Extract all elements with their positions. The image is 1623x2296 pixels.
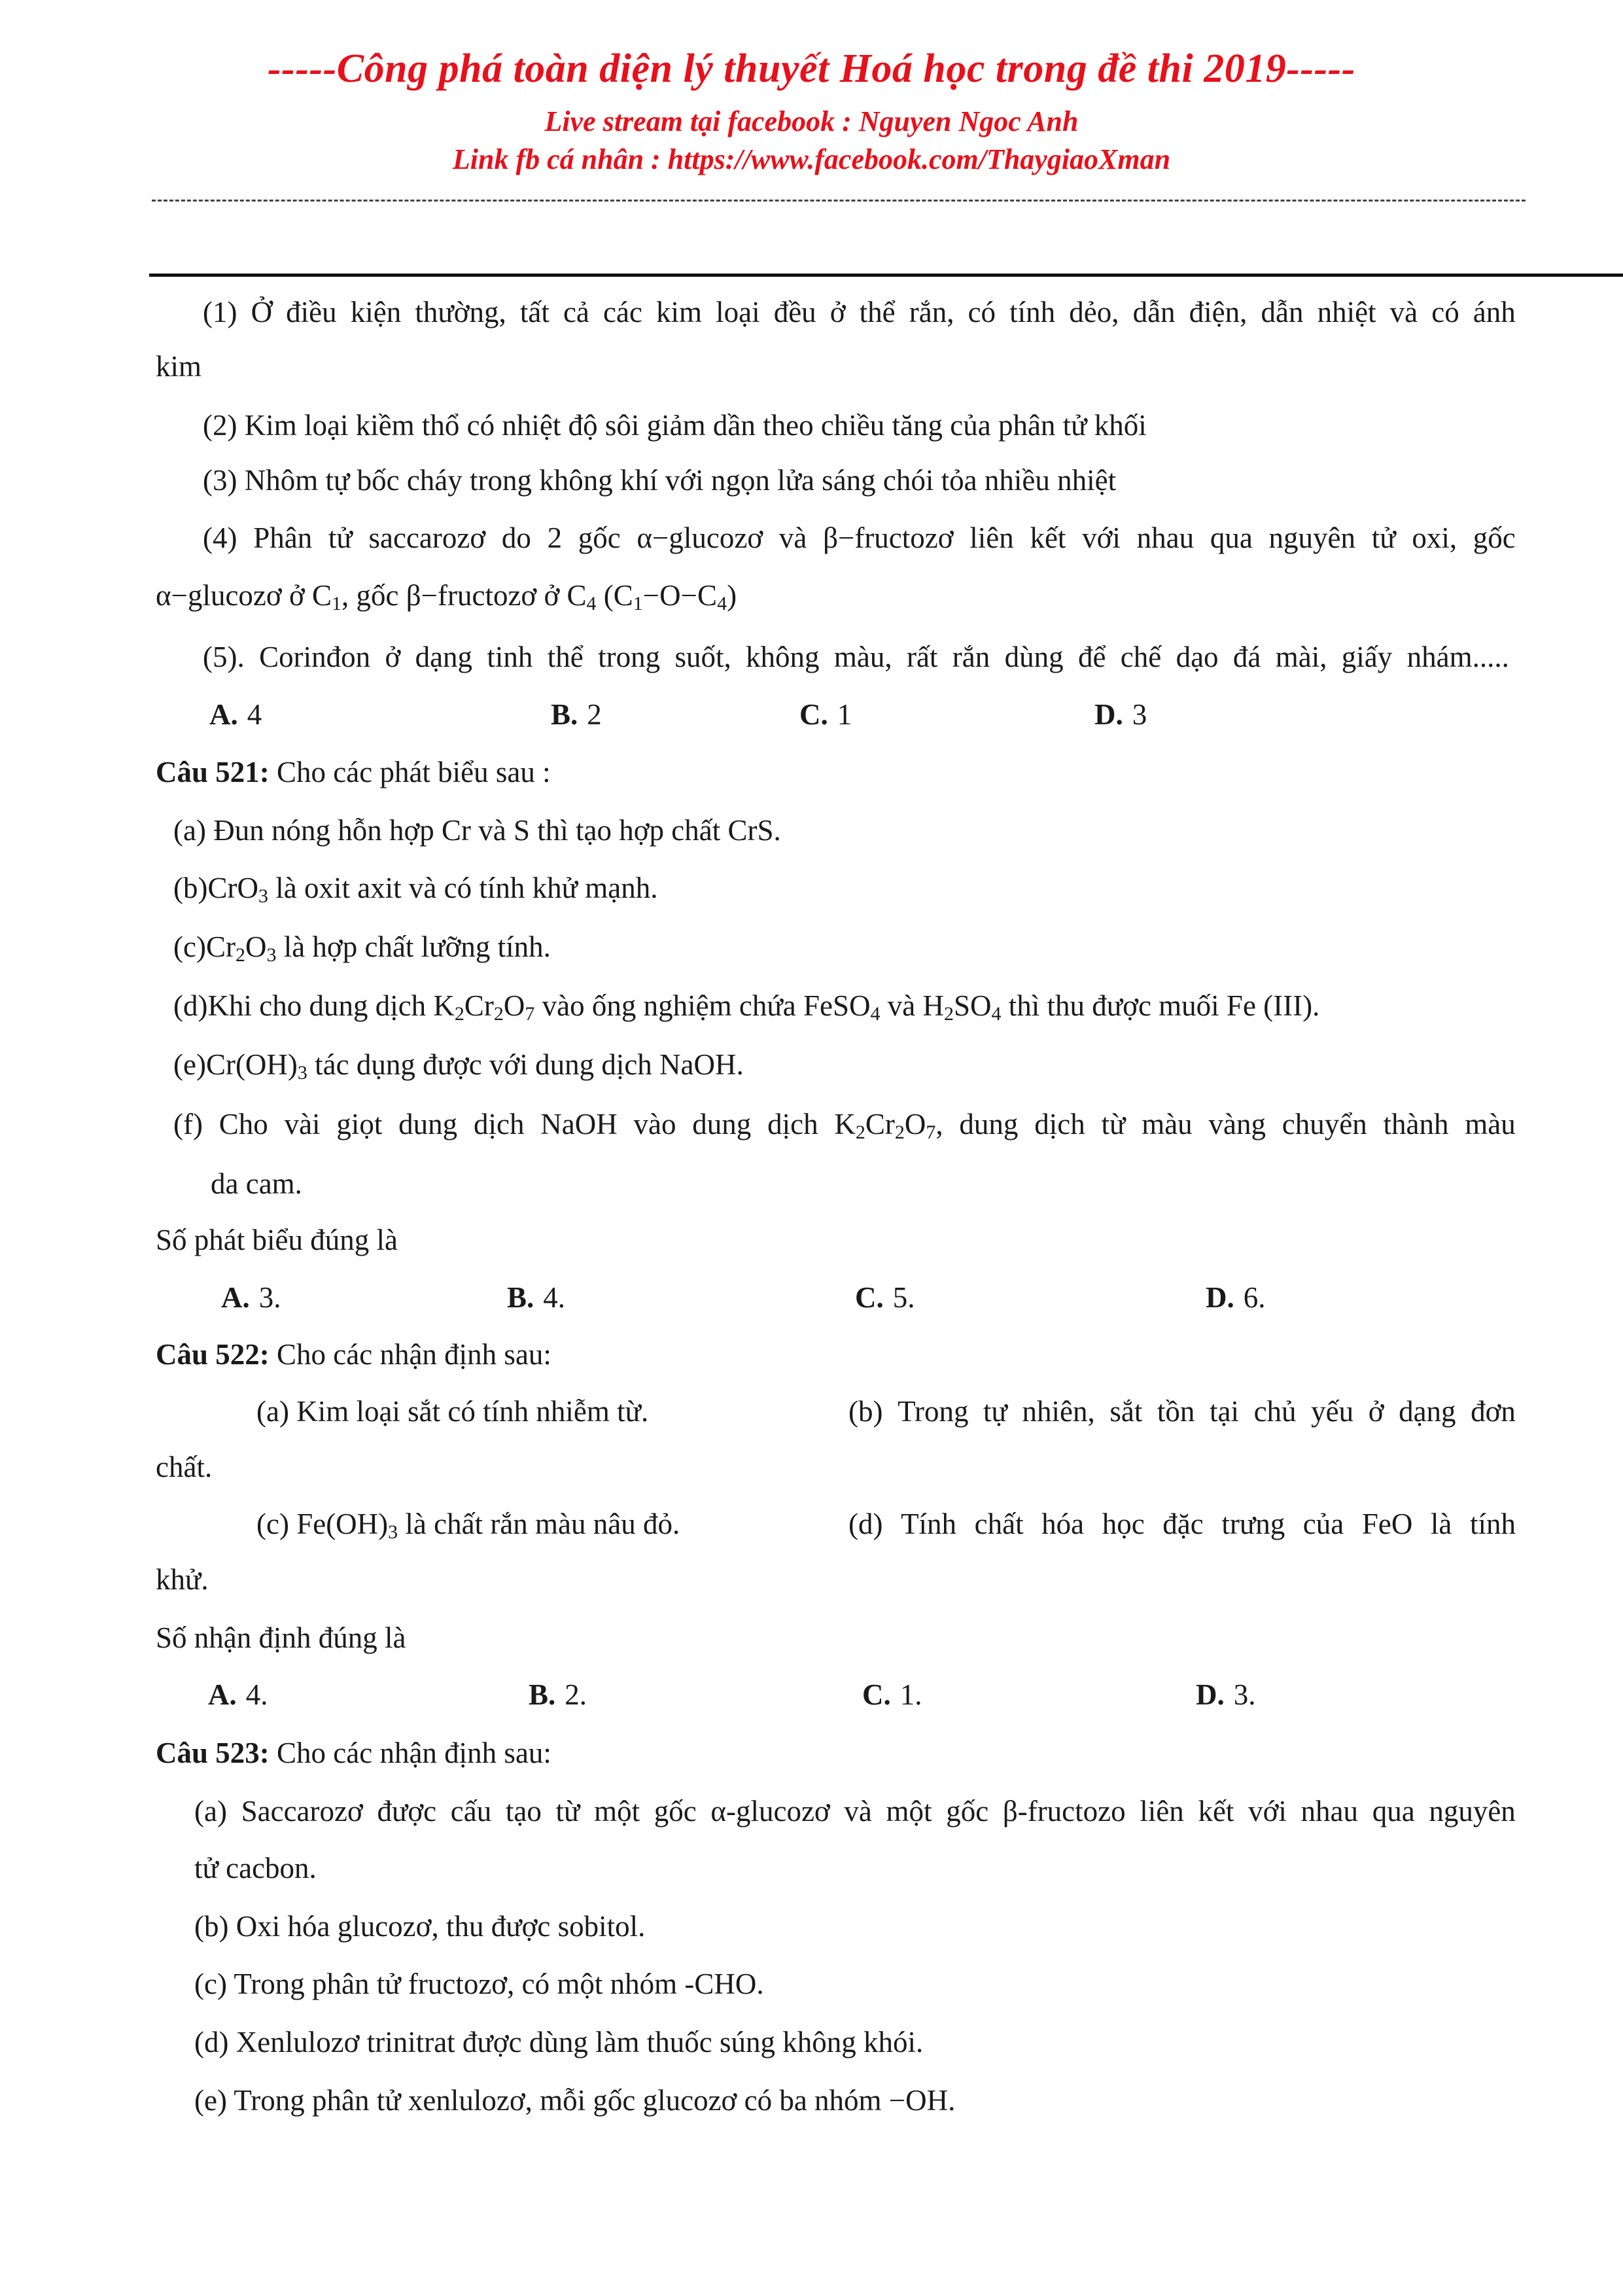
word: từ (555, 1795, 580, 1828)
word: tồn (1157, 1395, 1195, 1428)
word: trưng (1221, 1508, 1285, 1540)
statement-1-line-2: kim (156, 350, 202, 383)
word: là (1430, 1508, 1452, 1540)
q523-statement-c: (c) Trong phân tử fructozơ, có một nhóm -CHO. (194, 1968, 764, 2000)
word: Saccarozơ (241, 1795, 363, 1828)
word: Trong (898, 1395, 969, 1428)
word: saccarozơ (368, 521, 486, 554)
word: dung (692, 1108, 752, 1140)
word: điện, (1189, 296, 1248, 328)
q522-option-d[interactable]: D. 3. (1196, 1678, 1256, 1711)
word: (1) (203, 296, 237, 328)
word: tử (328, 521, 353, 554)
statement-2: (2) Kim loại kiềm thổ có nhiệt độ sôi giảm dần theo chiều tăng của phân tử khối (203, 409, 1147, 442)
prev-option-a[interactable]: A. 4 (209, 698, 262, 731)
word: vài (284, 1108, 321, 1140)
word: Cho (218, 1108, 268, 1140)
word: (5). (203, 641, 245, 673)
q523-statement-a-line-1 (194, 1797, 1516, 1826)
word: nguyên (1268, 521, 1356, 554)
q521-option-a[interactable]: A. 3. (221, 1281, 281, 1314)
q523-statement-e: (e) Trong phân tử xenlulozơ, mỗi gốc glucozơ có ba nhóm −OH. (194, 2084, 956, 2117)
word: cấu (450, 1795, 492, 1828)
word: ánh (1473, 296, 1516, 328)
word: β-fructozo (1002, 1795, 1126, 1828)
word: dịch (1034, 1108, 1085, 1140)
word: dẫn (1132, 296, 1176, 328)
word: gốc (578, 521, 621, 554)
word: rất (906, 641, 938, 673)
word: nhiên, (1022, 1395, 1095, 1428)
word: dạng (1399, 1395, 1456, 1428)
word: và (844, 1795, 872, 1828)
word: (b) (848, 1395, 883, 1428)
word: tính (1009, 296, 1056, 328)
word: loại (716, 296, 760, 328)
word: α-glucozơ (710, 1795, 830, 1828)
word: gốc (654, 1795, 697, 1828)
q521-question: Số phát biểu đúng là (156, 1224, 398, 1256)
word: nhiệt (1317, 296, 1376, 328)
q523-statement-d: (d) Xenlulozơ trinitrat được dùng làm thuốc súng không khói. (194, 2026, 924, 2058)
word: nhám..... (1406, 641, 1509, 673)
word: dịch (473, 1108, 525, 1140)
question-523-stem: Câu 523: Cho các nhận định sau: (156, 1737, 551, 1769)
question-521-stem: Câu 521: Cho các phát biểu sau : (156, 756, 551, 788)
word: gốc (946, 1795, 989, 1828)
word: (4) (203, 521, 237, 554)
word: Tính (901, 1508, 957, 1540)
question-522-stem: Câu 522: Cho các nhận định sau: (156, 1338, 551, 1371)
word: một (886, 1795, 932, 1828)
q521-option-c[interactable]: C. 5. (855, 1281, 915, 1314)
word: để (1077, 641, 1106, 673)
word: chất (974, 1508, 1024, 1540)
word: vàng (1208, 1108, 1266, 1140)
word: qua (1372, 1795, 1415, 1828)
word: sắt (1109, 1395, 1143, 1428)
word: cả (563, 296, 589, 328)
statement-4-line-1 (203, 523, 1516, 553)
word: không (746, 641, 820, 673)
word: giấy (1341, 641, 1393, 673)
word: đều (773, 296, 816, 328)
word: có (968, 296, 996, 328)
statement-1-line-1 (203, 298, 1516, 327)
word: với (1248, 1795, 1287, 1828)
q521-statement-b: (b)CrO$_3$ là oxit axit và có tính khử mạnh. (173, 872, 658, 907)
q521-statement-e: $(e)Cr(OH)_3$ tác dụng được với dung dịch NaOH. (173, 1048, 744, 1084)
word: NaOH (540, 1108, 618, 1140)
q521-statement-a: (a) Đun nóng hỗn hợp Cr và S thì tạo hợp chất CrS. (173, 814, 781, 847)
word: học (1102, 1508, 1145, 1540)
prev-option-b[interactable]: B. 2 (551, 698, 602, 731)
word: từ (1101, 1108, 1126, 1140)
q522-statement-c: (c) $Fe(OH)_3$ là chất rắn màu nâu đỏ. (256, 1508, 680, 1543)
word: kết (1030, 521, 1066, 554)
word: tử (1371, 521, 1396, 554)
word: ở (829, 296, 846, 328)
word: trong (598, 641, 661, 673)
word: Phân (253, 521, 313, 554)
word: nhau (1300, 1795, 1359, 1828)
word: đơn (1471, 1395, 1516, 1428)
word: điều (286, 296, 337, 328)
q521-statement-c: $(c)Cr_2O_3$ là hợp chất lưỡng tính. (173, 930, 551, 966)
statement-3: (3) Nhôm tự bốc cháy trong không khí với ngọn lửa sáng chói tỏa nhiều nhiệt (203, 464, 1117, 497)
word: ở (1368, 1395, 1384, 1428)
word: liên (1140, 1795, 1184, 1828)
q522-option-c[interactable]: C. 1. (862, 1678, 922, 1711)
q522-statement-b-line-2: chất. (156, 1451, 213, 1483)
word: rắn, (909, 296, 954, 328)
word: của (1302, 1508, 1344, 1540)
facebook-link-line[interactable]: Link fb cá nhân : https://www.facebook.com/ThaygiaoXman (452, 143, 1171, 175)
word: có (1431, 296, 1459, 328)
q522-statement-a: (a) Kim loại sắt có tính nhiễm từ. (256, 1395, 649, 1428)
word: với (1082, 521, 1121, 554)
word: Ở (251, 296, 273, 328)
word: Corinđon (259, 641, 371, 673)
word: oxi, (1412, 521, 1457, 554)
q521-statement-f-line-1 (173, 1108, 1516, 1143)
q522-option-a[interactable]: A. 4. (208, 1678, 268, 1711)
word: suốt, (674, 641, 731, 673)
word: hóa (1041, 1508, 1085, 1540)
word: màu, (833, 641, 892, 673)
word: nguyên (1429, 1795, 1516, 1828)
word: tất (519, 296, 550, 328)
word: $K_2Cr_2O_7$, (834, 1108, 943, 1143)
word: mài, (1275, 641, 1327, 673)
word: dạo (1176, 641, 1219, 673)
q522-statement-d-line-1 (848, 1510, 1516, 1539)
word: chủ (1253, 1395, 1297, 1428)
word: màu (1142, 1108, 1193, 1140)
word: và (1389, 296, 1418, 328)
q522-statement-b-line-1 (848, 1397, 1516, 1426)
word: rắn (952, 641, 990, 673)
livestream-line: Live stream tại facebook : Nguyen Ngoc Anh (544, 105, 1079, 137)
word: được (377, 1795, 437, 1828)
word: dịch (767, 1108, 818, 1140)
word: kiện (350, 296, 402, 328)
word: màu (1465, 1108, 1516, 1140)
word: thành (1383, 1108, 1449, 1140)
word: do (501, 521, 531, 554)
q523-statement-b: (b) Oxi hóa glucozơ, thu được sobitol. (194, 1910, 646, 1943)
word: (d) (848, 1508, 883, 1540)
word: thường, (415, 296, 506, 328)
word: qua (1210, 521, 1253, 554)
word: kim (656, 296, 703, 328)
q522-option-b[interactable]: B. 2. (529, 1678, 587, 1711)
q523-statement-a-line-2: tử cacbon. (194, 1852, 317, 1884)
word: ở (385, 641, 401, 673)
word: giọt (336, 1108, 383, 1140)
word: 2 (547, 521, 563, 554)
word: đặc (1162, 1508, 1204, 1540)
word: chuyển (1282, 1108, 1367, 1140)
word: tại (1210, 1395, 1239, 1428)
word: β−fructozơ (823, 521, 954, 554)
word: tự (983, 1395, 1007, 1428)
word: α−glucozơ (637, 521, 763, 554)
word: chế (1120, 641, 1162, 673)
q521-statement-d: (d)Khi cho dung dịch $K_2Cr_2O_7$ vào ống nghiệm chứa FeSO$_4$ và $H_2SO_4$ thì thu được muối Fe (III). (173, 989, 1320, 1025)
word: dùng (1004, 641, 1064, 673)
word: (a) (194, 1795, 227, 1828)
word: FeO (1361, 1508, 1413, 1540)
word: liên (969, 521, 1014, 554)
word: (f) (173, 1108, 203, 1140)
q522-statement-d-line-2: khử. (156, 1563, 209, 1596)
statement-4-line-2: α−glucozơ ở $C_1$, gốc β−fructozơ ở $C_4$ $(C_1-O-C_4)$ (156, 579, 737, 614)
word: yếu (1311, 1395, 1354, 1428)
word: tính (1469, 1508, 1516, 1540)
word: dung (398, 1108, 458, 1140)
word: tinh (487, 641, 533, 673)
word: gốc (1473, 521, 1516, 554)
q521-option-b[interactable]: B. 4. (507, 1281, 566, 1314)
word: kết (1198, 1795, 1234, 1828)
prev-option-c[interactable]: C. 1 (799, 698, 852, 731)
word: một (594, 1795, 640, 1828)
q521-option-d[interactable]: D. 6. (1206, 1281, 1266, 1314)
page-title: -----Công phá toàn diện lý thuyết Hoá học trong đề thi 2019----- (268, 46, 1355, 91)
word: dẫn (1261, 296, 1304, 328)
word: dung (959, 1108, 1019, 1140)
word: dạng (415, 641, 473, 673)
header-rule (149, 274, 1623, 277)
word: các (603, 296, 642, 328)
word: dẻo, (1069, 296, 1119, 328)
word: nhau (1136, 521, 1195, 554)
word: thể (547, 641, 584, 673)
prev-option-d[interactable]: D. 3 (1094, 698, 1147, 731)
word: vào (633, 1108, 676, 1140)
statement-5 (203, 643, 1509, 672)
word: thể (859, 296, 896, 328)
q521-statement-f-line-2: da cam. (211, 1167, 302, 1200)
word: và (778, 521, 807, 554)
word: đá (1232, 641, 1261, 673)
q522-question: Số nhận định đúng là (156, 1621, 406, 1654)
word: tạo (505, 1795, 542, 1828)
dashed-divider (152, 200, 1526, 202)
